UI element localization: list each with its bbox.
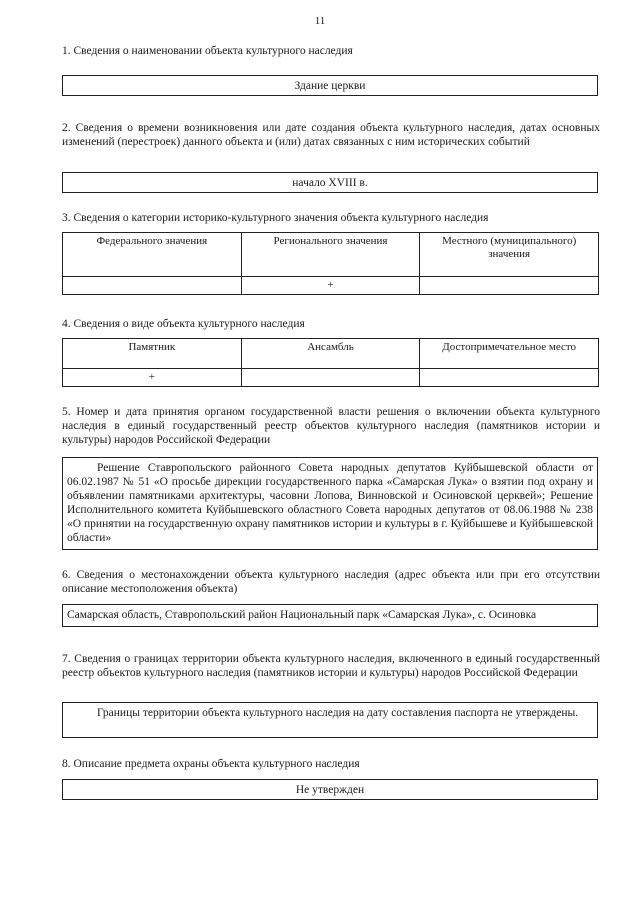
category-local: Местного (муниципального) значения: [420, 233, 599, 277]
category-federal-mark: [63, 277, 242, 295]
category-local-mark: [420, 277, 599, 295]
section-1-heading: 1. Сведения о наименовании объекта культурного наследия: [62, 45, 353, 57]
category-table: [62, 232, 599, 295]
kind-landmark: Достопримечательное место: [420, 339, 599, 369]
section-6-value-box: [62, 604, 598, 627]
page-number: 11: [314, 15, 326, 27]
category-regional-mark: +: [241, 277, 420, 295]
section-4-heading: 4. Сведения о виде объекта культурного наследия: [62, 318, 305, 330]
protection-subject: Не утвержден: [295, 784, 365, 796]
section-6-heading: 6. Сведения о местонахождении объекта культурного наследия (адрес объекта или при его отсутствии описание местоположения объекта): [62, 569, 600, 595]
section-5-value-box: [62, 457, 598, 550]
category-federal: Федерального значения: [63, 233, 242, 277]
kind-ensemble-mark: [241, 369, 420, 387]
section-3-heading: 3. Сведения о категории историко-культурного значения объекта культурного наследия: [62, 212, 489, 224]
kind-table: [62, 338, 599, 387]
section-5-heading: 5. Номер и дата принятия органом государственной власти решения о включении объекта культурного наследия в единый государственный реестр объектов культурного наследия (памятников истории и культуры) народов Российской Федерации: [62, 406, 600, 446]
section-2-value-box: [62, 172, 598, 193]
section-7-heading: 7. Сведения о границах территории объекта культурного наследия, включенного в единый государственный реестр объектов культурного наследия (памятников истории и культуры) народов Российской Федерации: [62, 653, 600, 679]
object-address: Самарская область, Ставропольский район Национальный парк «Самарская Лука», с. Осиновка: [67, 609, 537, 621]
section-1-value-box: [62, 75, 598, 96]
kind-monument-mark: +: [63, 369, 242, 387]
category-regional: Регионального значения: [241, 233, 420, 277]
territory-boundaries: Границы территории объекта культурного наследия на дату составления паспорта не утверждены.: [97, 707, 579, 719]
section-8-value-box: [62, 779, 598, 800]
section-8-heading: 8. Описание предмета охраны объекта культурного наследия: [62, 758, 360, 770]
kind-landmark-mark: [420, 369, 599, 387]
creation-date: начало XVIII в.: [292, 177, 368, 189]
kind-monument: Памятник: [63, 339, 242, 369]
section-7-value-box: [62, 702, 598, 738]
object-name: Здание церкви: [294, 80, 366, 92]
kind-ensemble: Ансамбль: [241, 339, 420, 369]
section-2-heading: 2. Сведения о времени возникновения или дате создания объекта культурного наследия, датах основных изменений (перестроек) данного объекта и (или) датах связанных с ним исторических событий: [62, 122, 600, 148]
registry-decision: Решение Ставропольского районного Совета народных депутатов Куйбышевской области от 06.02.1987 № 51 «О просьбе дирекции государственного парка «Самарская Лука» о взятии под охрану и объявлении памятниками архитектуры, часовни Лопова, Винновской и Осиновской церквей»; Решение Исполнительного комитета Куйбышевского областного Совета народных депутатов от 08.06.1988 № 238 «О принятии на государственную охрану памятников истории и культуры в г. Куйбышеве и Куйбышевской области»: [67, 462, 593, 544]
